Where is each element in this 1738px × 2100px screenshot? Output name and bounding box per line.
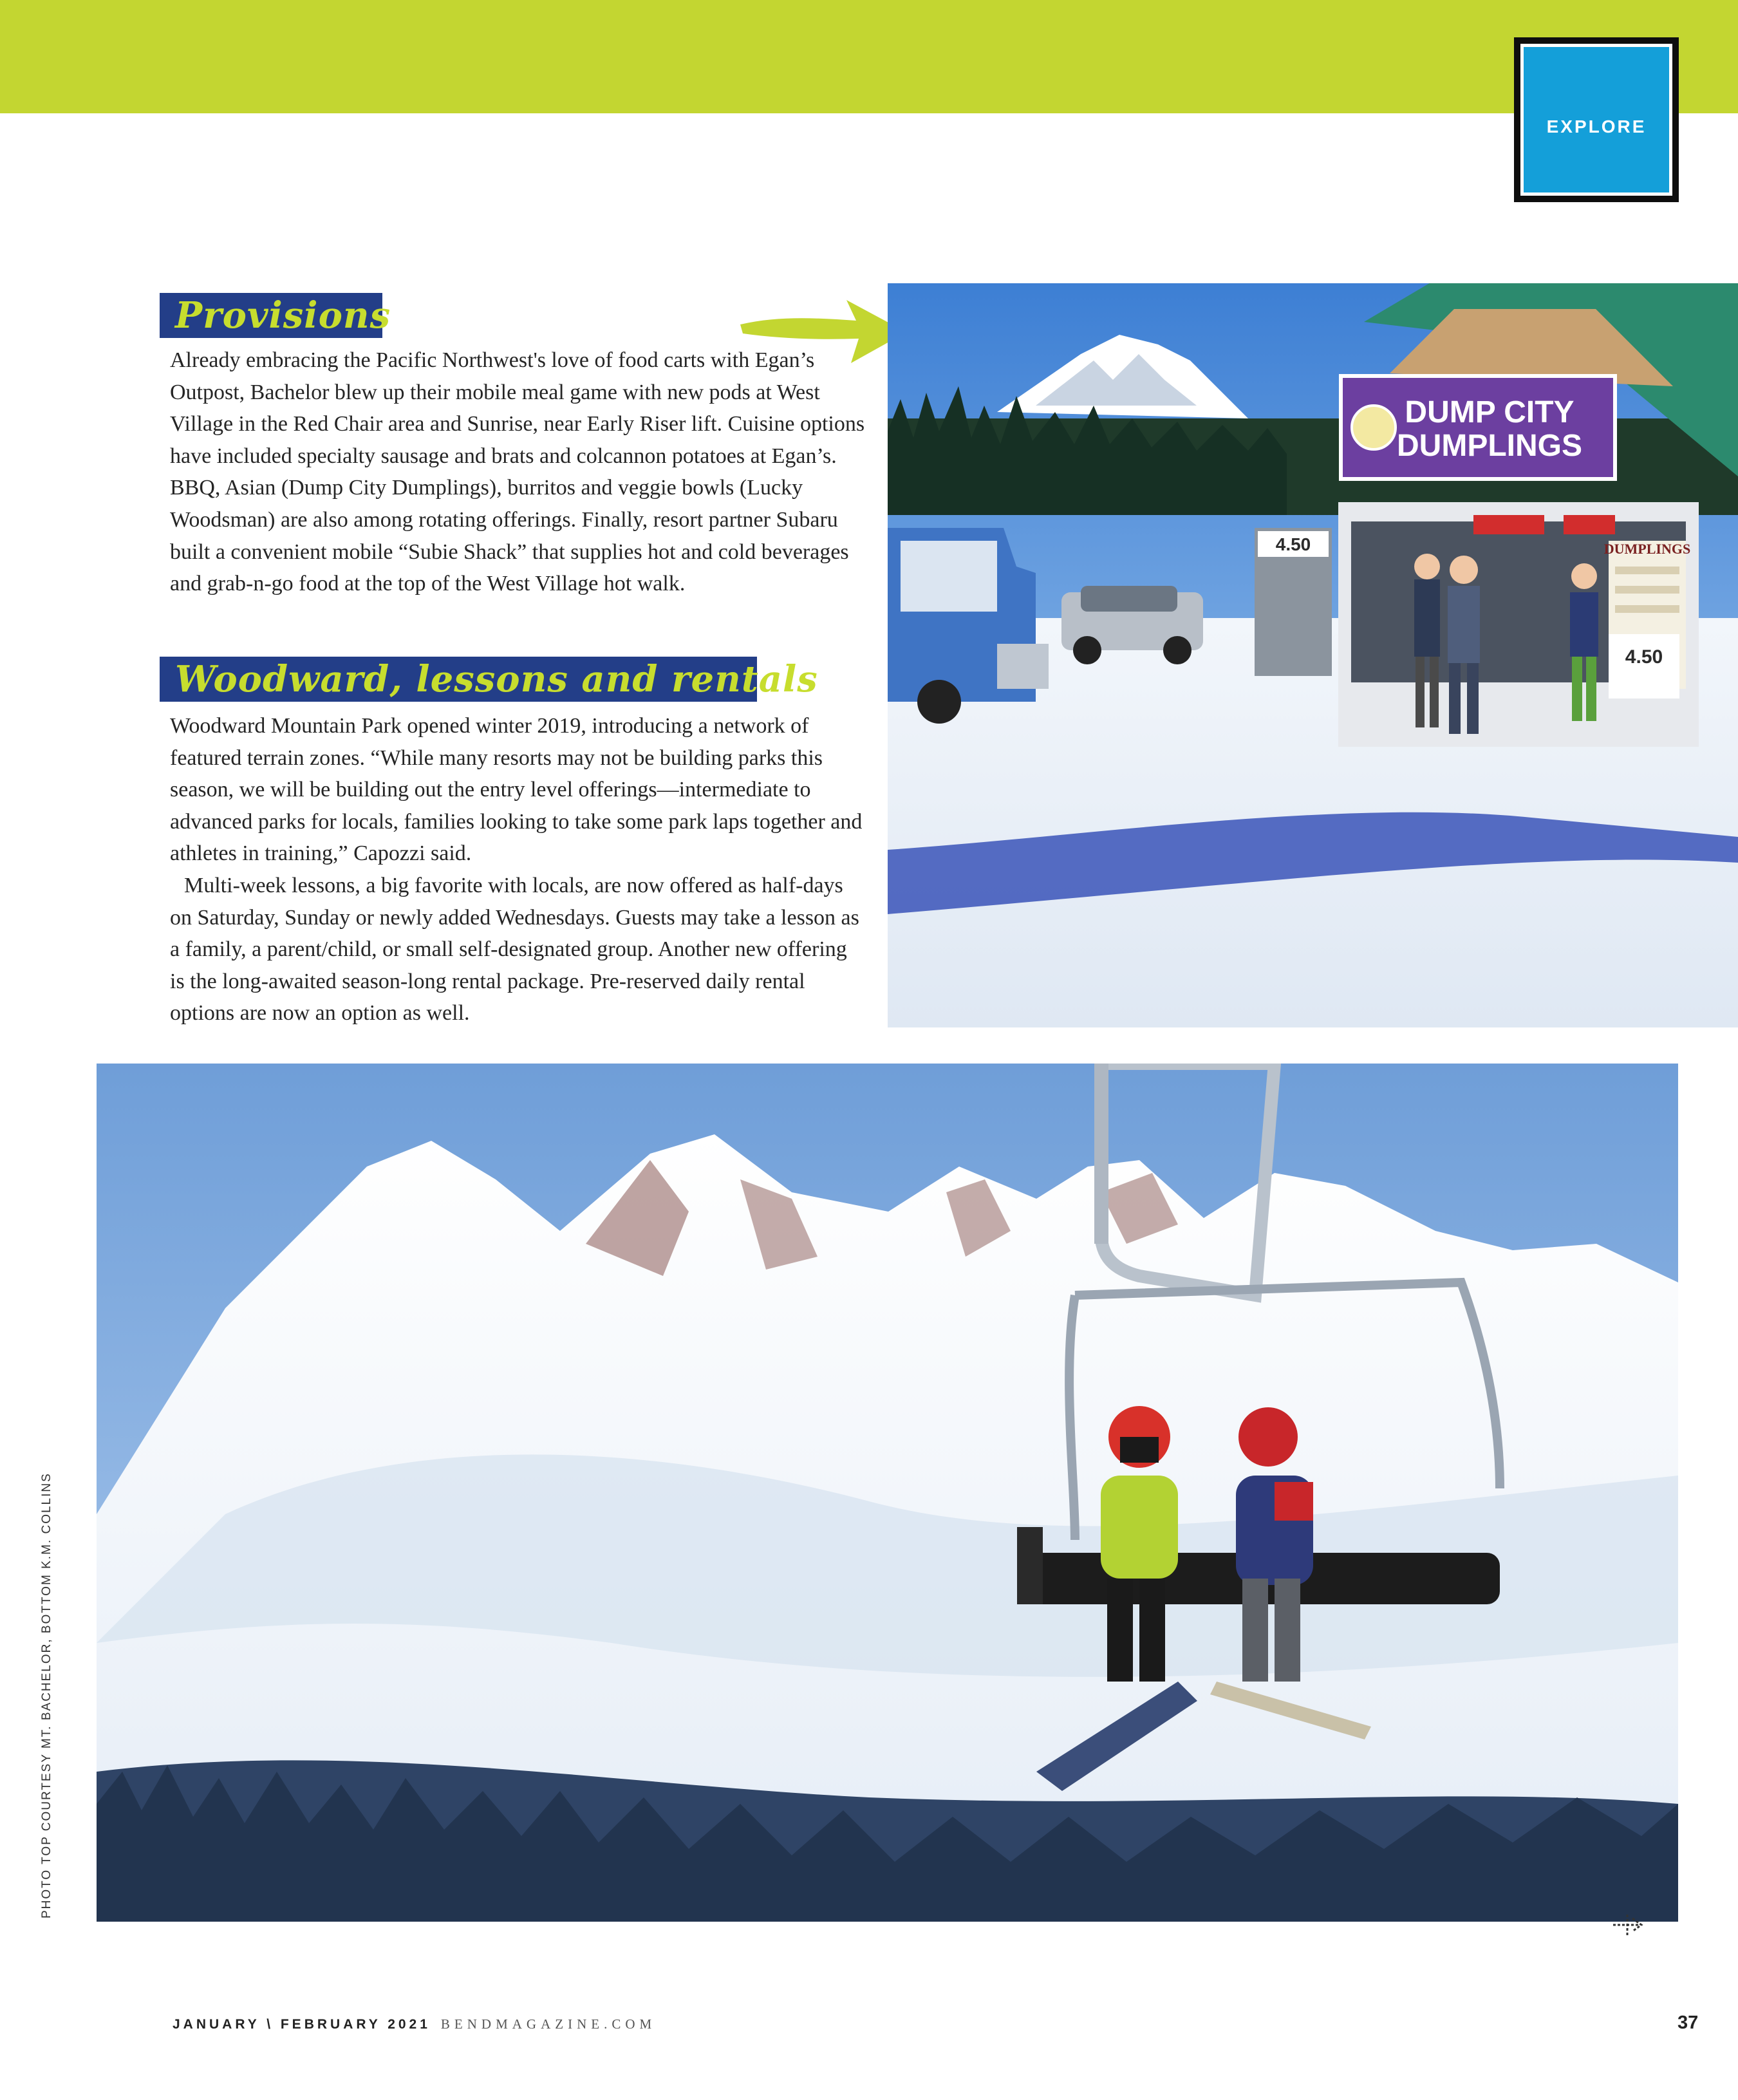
chairlift-photo bbox=[97, 1064, 1678, 1922]
issue-date: JANUARY \ FEBRUARY 2021 bbox=[173, 2017, 431, 2032]
page-number: 37 bbox=[1677, 2012, 1699, 2033]
heading-text: Provisions bbox=[175, 294, 391, 337]
provisions-heading bbox=[160, 293, 391, 338]
website-link[interactable]: BENDMAGAZINE.COM bbox=[440, 2016, 657, 2032]
arrow-icon bbox=[740, 296, 908, 367]
menu-title: DUMPLINGS bbox=[1603, 541, 1691, 557]
paragraph: Multi-week lessons, a big favorite with locals, are now offered as half-days on Saturday, Sunday or newly added Wednesdays. Guests may take a lesson as a family, a parent/child, or small self-designated group. Another new offering is the long-awaited season-long rental package. Pre-reserved daily rental options are now an option as well. bbox=[170, 873, 859, 1026]
sign-line-1: DUMP CITY bbox=[1405, 395, 1574, 429]
sign-line-2: DUMPLINGS bbox=[1397, 429, 1582, 463]
price-tag: 4.50 bbox=[1275, 534, 1311, 554]
section-label: EXPLORE bbox=[1546, 117, 1647, 136]
compass-icon bbox=[1609, 1906, 1648, 1944]
footer bbox=[173, 2016, 656, 2032]
heading-text: Woodward, lessons and rentals bbox=[175, 658, 818, 700]
section-badge-inner bbox=[1520, 44, 1672, 196]
section-badge bbox=[1514, 37, 1679, 202]
food-cart-photo bbox=[888, 283, 1738, 1027]
paragraph: Already embracing the Pacific Northwest's love of food carts with Egan’s Outpost, Bachelor blew up their mobile meal game with new pods at West Village in the Red Chair area and Sunrise, near Early Riser lift. Cuisine options have included specialty sausage and brats and colcannon potatoes at Egan’s. BBQ, Asian (Dump City Dumplings), burritos and veggie bowls (Lucky Woodsman) are also among rotating offerings. Finally, resort partner Subaru built a convenient mobile “Subie Shack” that supplies hot and cold beverages and grab-n-go food at the top of the West Village hot walk. bbox=[170, 348, 865, 596]
photo-credit: PHOTO TOP COURTESY MT. BACHELOR, BOTTOM K.M. COLLINS bbox=[40, 1472, 53, 1918]
woodward-heading bbox=[160, 657, 818, 702]
price-tag: 4.50 bbox=[1625, 646, 1663, 668]
top-color-bar bbox=[0, 0, 1738, 113]
paragraph: Woodward Mountain Park opened winter 2019, introducing a network of featured terrain zones. “While many resorts may not be building parks this season, we will be building out the entry level offerings—intermediate to advanced parks for locals, families looking to take some park laps together and athletes in training,” Capozzi said. bbox=[170, 714, 863, 866]
woodward-body bbox=[170, 710, 865, 1029]
provisions-body bbox=[170, 344, 865, 600]
